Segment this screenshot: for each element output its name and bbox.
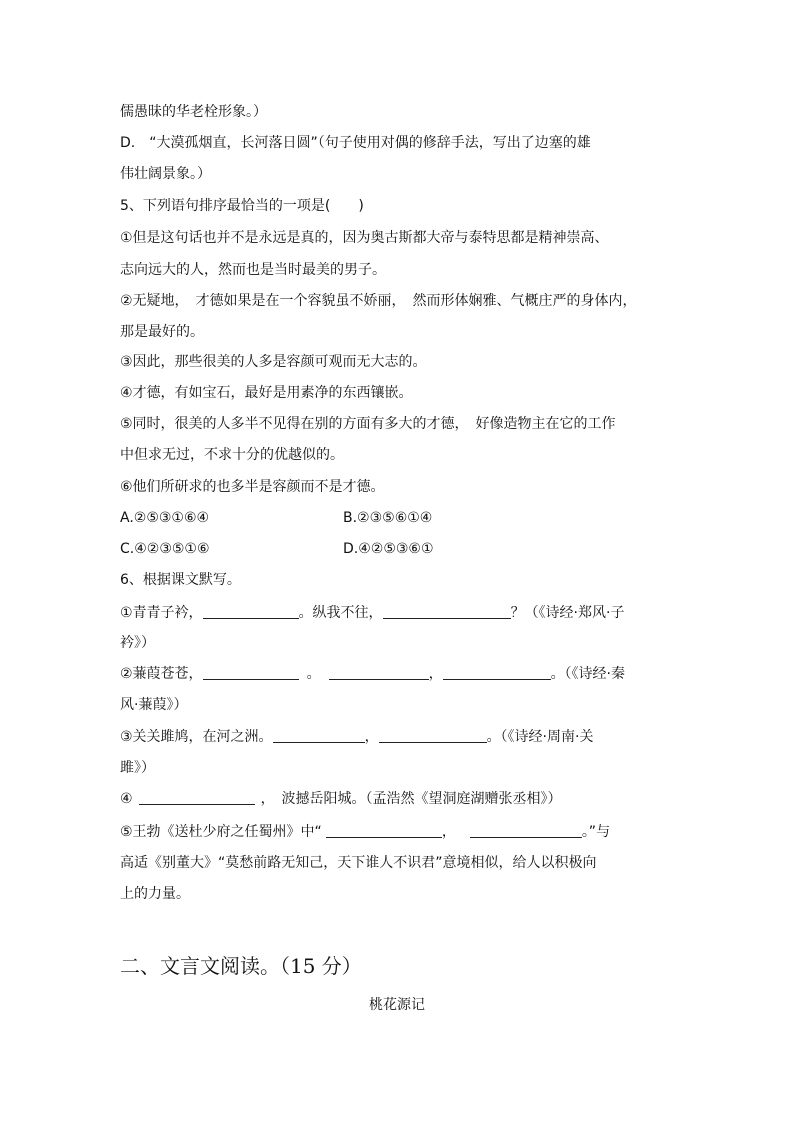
fill-5-cont: 上的力量。: [120, 886, 190, 902]
text-line: 儒愚昧的华老栓形象。）: [120, 104, 267, 120]
answer-blank[interactable]: [203, 665, 299, 680]
sentence-2-cont: 那是最好的。: [120, 324, 204, 340]
fill-1-text: 。纵我不往，: [298, 605, 383, 621]
fill-3-cont: 雎》）: [120, 760, 155, 776]
answer-blank[interactable]: [379, 728, 487, 743]
answer-blank[interactable]: [329, 665, 429, 680]
sentence-6: ⑥他们所研求的也多半是容颜而不是才德。: [120, 479, 385, 495]
fill-1-text: ①青青子衿，: [120, 605, 203, 621]
option-a[interactable]: A.②⑤③①⑥④: [120, 510, 210, 526]
fill-2: [120, 664, 625, 684]
fill-4: [120, 789, 562, 809]
answer-blank[interactable]: [139, 790, 255, 805]
option-b[interactable]: B.②③⑤⑥①④: [343, 510, 433, 526]
answer-blank[interactable]: [383, 604, 511, 619]
fill-5-cont: 高适《别董大》“莫愁前路无知己，天下谁人不识君”意境相似，给人以积极向: [120, 855, 597, 871]
sentence-3: ③因此，那些很美的人多是容颜可观而无大志的。: [120, 354, 427, 370]
option-d-line: D. “大漠孤烟直，长河落日圆”（句子使用对偶的修辞手法，写出了边塞的雄: [120, 135, 591, 151]
answer-blank[interactable]: [443, 665, 551, 680]
answer-blank[interactable]: [203, 604, 299, 619]
sentence-1-cont: 志向远大的人，然而也是当时最美的男子。: [120, 262, 386, 278]
answer-blank[interactable]: [326, 823, 442, 838]
question-6: 6、根据课文默写。: [120, 572, 241, 588]
fill-3-text: ，: [364, 729, 379, 745]
fill-2-text: ，: [428, 666, 443, 682]
fill-5-text: ⑤王勃《送杜少府之任蜀州》中“: [120, 824, 322, 840]
option-d[interactable]: D.④②⑤③⑥①: [343, 541, 434, 557]
fill-4-text: ④: [120, 791, 133, 807]
answer-blank[interactable]: [470, 823, 582, 838]
answer-blank[interactable]: [273, 728, 365, 743]
text-line: 伟壮阔景象。）: [120, 166, 211, 182]
sentence-4: ④才德，有如宝石，最好是用素净的东西镶嵌。: [120, 385, 413, 401]
sentence-2: ②无疑地， 才德如果是在一个容貌虽不娇丽， 然而形体娴雅、气概庄严的身体内，: [120, 293, 637, 309]
fill-2-text: 。: [306, 666, 321, 682]
fill-3: [120, 727, 593, 747]
fill-3-text: 。（《诗经·周南·关: [486, 729, 594, 745]
fill-5-text: 。”与: [581, 824, 611, 840]
sentence-5-cont: 中但求无过，不求十分的优越似的。: [120, 447, 344, 463]
fill-1-text: ？（《诗经·郑风·子: [510, 605, 625, 621]
fill-1-cont: 衿》）: [120, 635, 155, 651]
fill-4-text: ， 波撼岳阳城。（孟浩然《望洞庭湖赠张丞相》）: [260, 791, 562, 807]
fill-2-cont: 风·蒹葭》）: [120, 697, 188, 713]
option-c[interactable]: C.④②③⑤①⑥: [120, 541, 210, 557]
fill-3-text: ③关关雎鸠，在河之洲。: [120, 729, 273, 745]
fill-5-text: ，: [441, 824, 456, 840]
section-heading: 二、文言文阅读。（15 分）: [120, 954, 362, 978]
fill-2-text: 。（《诗经·秦: [550, 666, 626, 682]
options-row-2: [120, 539, 680, 559]
fill-5: [120, 822, 610, 842]
fill-2-text: ②蒹葭苍苍，: [120, 666, 203, 682]
sentence-1: ①但是这句话也并不是永远是真的，因为奥古斯都大帝与泰特思都是精神崇高、: [120, 230, 609, 246]
options-row-1: [120, 508, 680, 528]
question-5: 5、下列语句排序最恰当的一项是( ): [120, 198, 364, 214]
fill-1: [120, 603, 624, 623]
sentence-5: ⑤同时，很美的人多半不见得在别的方面有多大的才德， 好像造物主在它的工作: [120, 416, 616, 432]
passage-title: 桃花源记: [369, 997, 425, 1013]
